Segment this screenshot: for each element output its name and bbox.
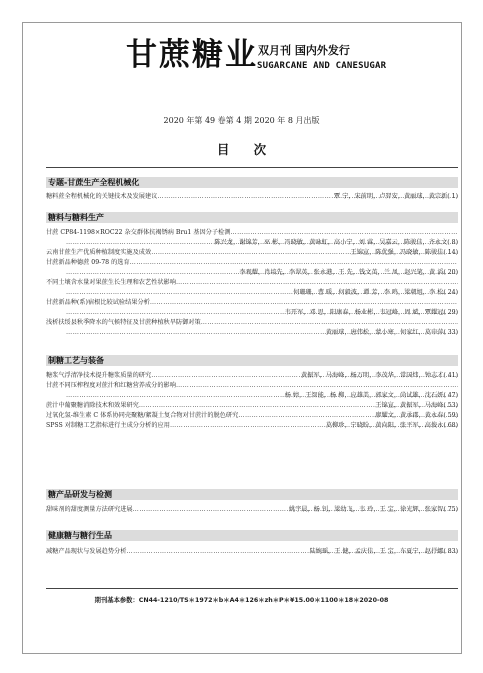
- toc-entry-authors-line: [66, 327, 458, 338]
- entry-authors: 何珊珊，曹 暖，何毅波，谭 芳，李 鸣，梁朝旭，李 松: [293, 289, 444, 296]
- entry-authors: 黄振军，马海峰，杨万明，李茂华，常国炜，钟志才: [301, 372, 444, 379]
- entry-authors: 王锦宣，黄振军，马海峰: [375, 402, 444, 409]
- entry-authors: 黄丽球，唐伟松，蒙小寒，何家红，莫申萍: [325, 329, 444, 336]
- publication-frequency: 双月刊 国内外发行: [258, 44, 350, 57]
- entry-page: ( 8): [447, 239, 458, 246]
- issue-info: 2020 年第 49 卷第 4 期 2020 年 8 月出版: [163, 116, 320, 125]
- section-header: 糖产品研发与检测: [46, 489, 458, 500]
- entry-authors: 李观耀，肖培先，李翠英，张永港，王 先，钱文英，兰 凤，赵兴笔，黄 滔: [239, 269, 444, 276]
- entry-page: ( 68): [443, 422, 458, 429]
- entry-authors: 覃 宁，宋前明，卢羿安，黄丽球，黄宗新: [333, 193, 448, 200]
- entry-title: SPSS 对制糖工艺指标进行主成分分析的应用: [46, 422, 170, 429]
- entry-authors: 陆婉瑶，王 健，孟庆佳，王 宝，车夏宁，赵抒娜: [309, 548, 444, 555]
- toc-entry[interactable]: [46, 546, 458, 557]
- entry-page: ( 20): [443, 269, 458, 276]
- entry-title: 减糖产品现状与发展趋势分析: [46, 548, 127, 555]
- toc-heading: 目 次: [216, 142, 277, 157]
- journal-title-en: SUGARCANE AND CANESUGAR: [257, 61, 387, 71]
- entry-authors: 韦开军，邓 思，阳康春，杨业彬，韦冠峰，周 斌，覃耀冠: [284, 309, 444, 316]
- entry-title: 云南甘蔗生产优质种植制度实施及成效: [46, 249, 152, 256]
- entry-page: ( 1): [447, 193, 458, 200]
- entry-page: ( 83): [443, 548, 458, 555]
- entry-title: 糖料蔗全程机械化的关键技术及发展建议: [46, 193, 158, 200]
- entry-title: 甜味剂的甜度测量方法研究进展: [46, 506, 133, 513]
- entry-title: 浅析扶绥县秋季降水的气候特征及甘蔗种植秋旱防御对策: [46, 319, 201, 326]
- entry-title: 糖浆气浮清净技术提升糖浆质量的研究: [46, 372, 152, 379]
- entry-page: ( 47): [443, 392, 458, 399]
- entry-authors: 王锦宣，陈优强，冯晓敏，陈骏佳: [350, 249, 444, 256]
- section-header: 健康糖与糖行生品: [46, 530, 458, 541]
- entry-page: ( 14): [443, 249, 458, 256]
- entry-title: 甘蔗新品种(系)宿根比较试验结果分析: [46, 299, 150, 306]
- entry-authors: 杨 婷，王智能，杨 柳，应雄美，郭家文，尚试雄，沈石妍: [284, 392, 444, 399]
- entry-page: ( 29): [443, 309, 458, 316]
- section-header: 糖料与糖料生产: [46, 212, 458, 223]
- entry-page: ( 53): [443, 402, 458, 409]
- entry-title: 甘蔗新品种德蔗 09-78 的选育: [46, 259, 130, 266]
- toc-entry[interactable]: [46, 420, 458, 431]
- top-rule: [46, 167, 458, 168]
- toc-entry[interactable]: [46, 504, 458, 515]
- entry-title: 甘蔗不同压榨程度对蔗汁和红糖营养成分的影响: [46, 382, 176, 389]
- entry-page: ( 59): [443, 412, 458, 419]
- entry-page: ( 75): [443, 506, 458, 513]
- entry-page: ( 33): [443, 329, 458, 336]
- section-header: 专题-甘蔗生产全程机械化: [46, 177, 458, 188]
- entry-authors: 廖耀文，黄承郡，黄永春: [375, 412, 444, 419]
- entry-page: ( 41): [443, 372, 458, 379]
- entry-title: 不同土壤含水量对果蔗生长生理和农艺性状影响: [46, 279, 176, 286]
- entry-authors: 莫柳珍，宁晓盼，黄向阳，张平军，高俊永: [325, 422, 444, 429]
- journal-parameters: 期刊基本参数：CN44-1210/TS＊1972＊b＊A4＊126＊zh＊P＊¥15.00＊1100＊18＊2020-08: [94, 597, 389, 604]
- entry-title: 过氧化氢-维生素 C 体系协同壳聚糖/絮凝土复合物对甘蔗汁的脱色研究: [46, 412, 239, 419]
- entry-authors: 姚宇晨，杨 钊，梁幼飞，韦 玲，王 宝，徐光辉，张家智: [288, 506, 444, 513]
- entry-page: ( 24): [443, 289, 458, 296]
- entry-authors: 陈兴龙，谢锦芳，巫 彬，冯晓敏，黄咏虹，高小宁，刘 睿，吴嘉云，陈骏佳，齐永文: [214, 239, 448, 246]
- entry-title: 蔗汁中葡聚糖消除技术和效果研究: [46, 402, 139, 409]
- section-header: 制糖工艺与装备: [46, 355, 458, 366]
- journal-logo-cn: 甘蔗糖业: [126, 37, 258, 73]
- entry-title: 甘蔗 CP84-1198×ROC22 杂交群体抗褐锈病 Bru1 基因分子检测: [46, 229, 231, 236]
- bottom-rule: [46, 588, 458, 589]
- toc-entry[interactable]: [46, 191, 458, 202]
